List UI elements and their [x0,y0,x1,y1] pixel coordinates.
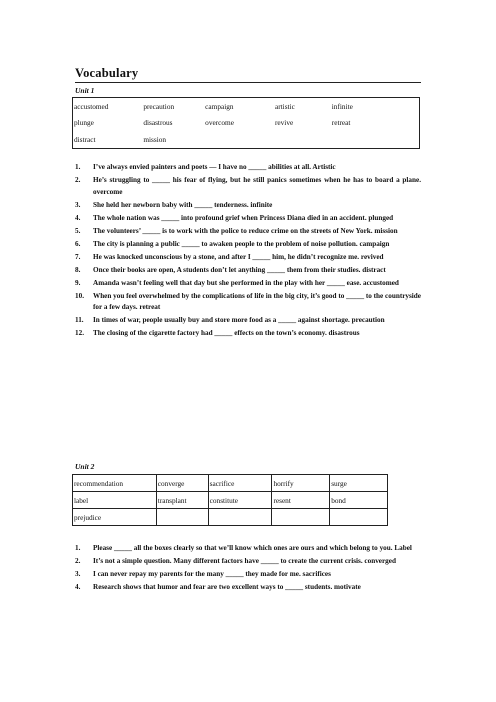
exercise-number: 3. [75,200,81,209]
exercise-sentence: The volunteers’ _____ is to work with the police to reduce crime on the streets of New York. mission [93,226,398,235]
exercise-item [75,162,421,174]
word-cell: overcome [205,118,234,128]
word-cell: plunge [74,118,94,128]
word-cell: artistic [274,101,295,111]
word-row [73,115,420,132]
word-cell: campaign [205,101,234,111]
exercise-sentence: Research shows that humor and fear are two excellent ways to _____ students. motivate [93,583,361,591]
exercise-sentence: I can never repay my parents for the many _____ they made for me. sacrifices [93,570,331,578]
exercise-number: 8. [75,265,81,274]
exercise-item [75,556,421,568]
exercise-item [75,265,421,277]
word-cell [331,131,420,148]
exercise-number: 6. [75,239,81,248]
exercise-sentence: Once their books are open, A students don’t let anything _____ them from their studies. distract [93,265,386,274]
exercise-number: 10. [75,291,84,300]
exercise-number: 4. [75,213,81,222]
word-cell: label [73,492,157,509]
word-cell: disastrous [143,118,173,128]
word-cell [274,131,331,148]
exercise-number: 3. [75,570,81,578]
word-cell: retreat [331,118,351,128]
word-cell: infinite [331,101,353,111]
word-cell: sacrifice [208,475,272,492]
exercise-number: 2. [75,176,81,184]
word-cell [272,509,330,526]
exercise-sentence: Amanda wasn’t feeling well that day but she performed in the play with her _____ ease. accustomed [93,278,399,287]
word-cell: surge [330,475,388,492]
exercise-number: 12. [75,329,84,337]
word-cell [330,509,388,526]
exercise-sentence: It’s not a simple question. Many different factors have _____ to create the current crisis. converged [93,557,396,565]
word-cell: revive [274,118,294,128]
word-cell: constitute [208,492,272,509]
exercise-number: 1. [75,163,81,171]
exercise-item [75,582,421,594]
word-cell [156,509,208,526]
exercise-number: 2. [75,557,81,565]
exercise-item [75,315,421,327]
exercise-number: 11. [75,316,84,324]
word-cell: accustomed [74,101,109,111]
word-cell: prejudice [73,509,157,526]
word-cell: resent [272,492,330,509]
unit1-exercise-list [75,162,421,341]
exercise-sentence: In times of war, people usually buy and store more food as a _____ against shortage. precaution [93,316,385,324]
title-rule [75,82,421,83]
exercise-item [75,213,421,225]
exercise-number: 1. [75,544,81,552]
word-row [73,492,388,509]
word-cell: distract [74,134,96,144]
word-cell: precaution [143,101,175,111]
exercise-item [75,291,421,314]
exercise-sentence: When you feel overwhelmed by the complications of life in the big city, it’s good to _____ to the countryside for a few days. retreat [93,291,421,311]
exercise-number: 4. [75,583,81,591]
word-row [73,509,388,526]
word-cell [204,131,274,148]
unit2-word-table [72,474,388,526]
exercise-item [75,239,421,251]
exercise-item [75,328,421,340]
unit1-word-table [72,97,420,149]
unit2-label: Unit 2 [75,462,95,471]
unit2-exercise-list [75,543,421,595]
exercise-item [75,200,421,212]
word-cell: converge [156,475,208,492]
word-row [73,475,388,492]
exercise-number: 7. [75,252,81,261]
exercise-sentence: He was knocked unconscious by a stone, and after I _____ him, he didn’t recognize me. revived [93,252,384,261]
exercise-number: 9. [75,278,81,287]
exercise-sentence: Please _____ all the boxes clearly so that we’ll know which ones are ours and which belong to you. Label [93,544,412,552]
word-row [73,98,420,115]
word-cell: bond [330,492,388,509]
exercise-sentence: She held her newborn baby with _____ tenderness. infinite [93,200,273,209]
exercise-item [75,226,421,238]
exercise-sentence: The city is planning a public _____ to awaken people to the problem of noise pollution. campaign [93,239,390,248]
exercise-number: 5. [75,226,81,235]
word-cell [208,509,272,526]
word-cell: horrify [272,475,330,492]
exercise-sentence: I’ve always envied painters and poets — I have no _____ abilities at all. Artistic [93,163,336,171]
exercise-item [75,175,421,198]
exercise-item [75,543,421,555]
word-cell: recommendation [73,475,157,492]
unit1-label: Unit 1 [75,86,95,95]
document-title: Vocabulary [75,66,139,80]
exercise-sentence: He’s struggling to _____ his fear of flying, but he still panics sometimes when he has to board a plane. overcome [93,176,421,196]
word-cell: mission [143,134,167,144]
exercise-sentence: The whole nation was _____ into profound grief when Princess Diana died in an accident. plunged [93,213,394,222]
word-cell: transplant [156,492,208,509]
word-row [73,131,420,148]
exercise-sentence: The closing of the cigarette factory had _____ effects on the town’s economy. disastrous [93,329,360,337]
exercise-item [75,278,421,290]
exercise-item [75,569,421,581]
exercise-item [75,252,421,264]
